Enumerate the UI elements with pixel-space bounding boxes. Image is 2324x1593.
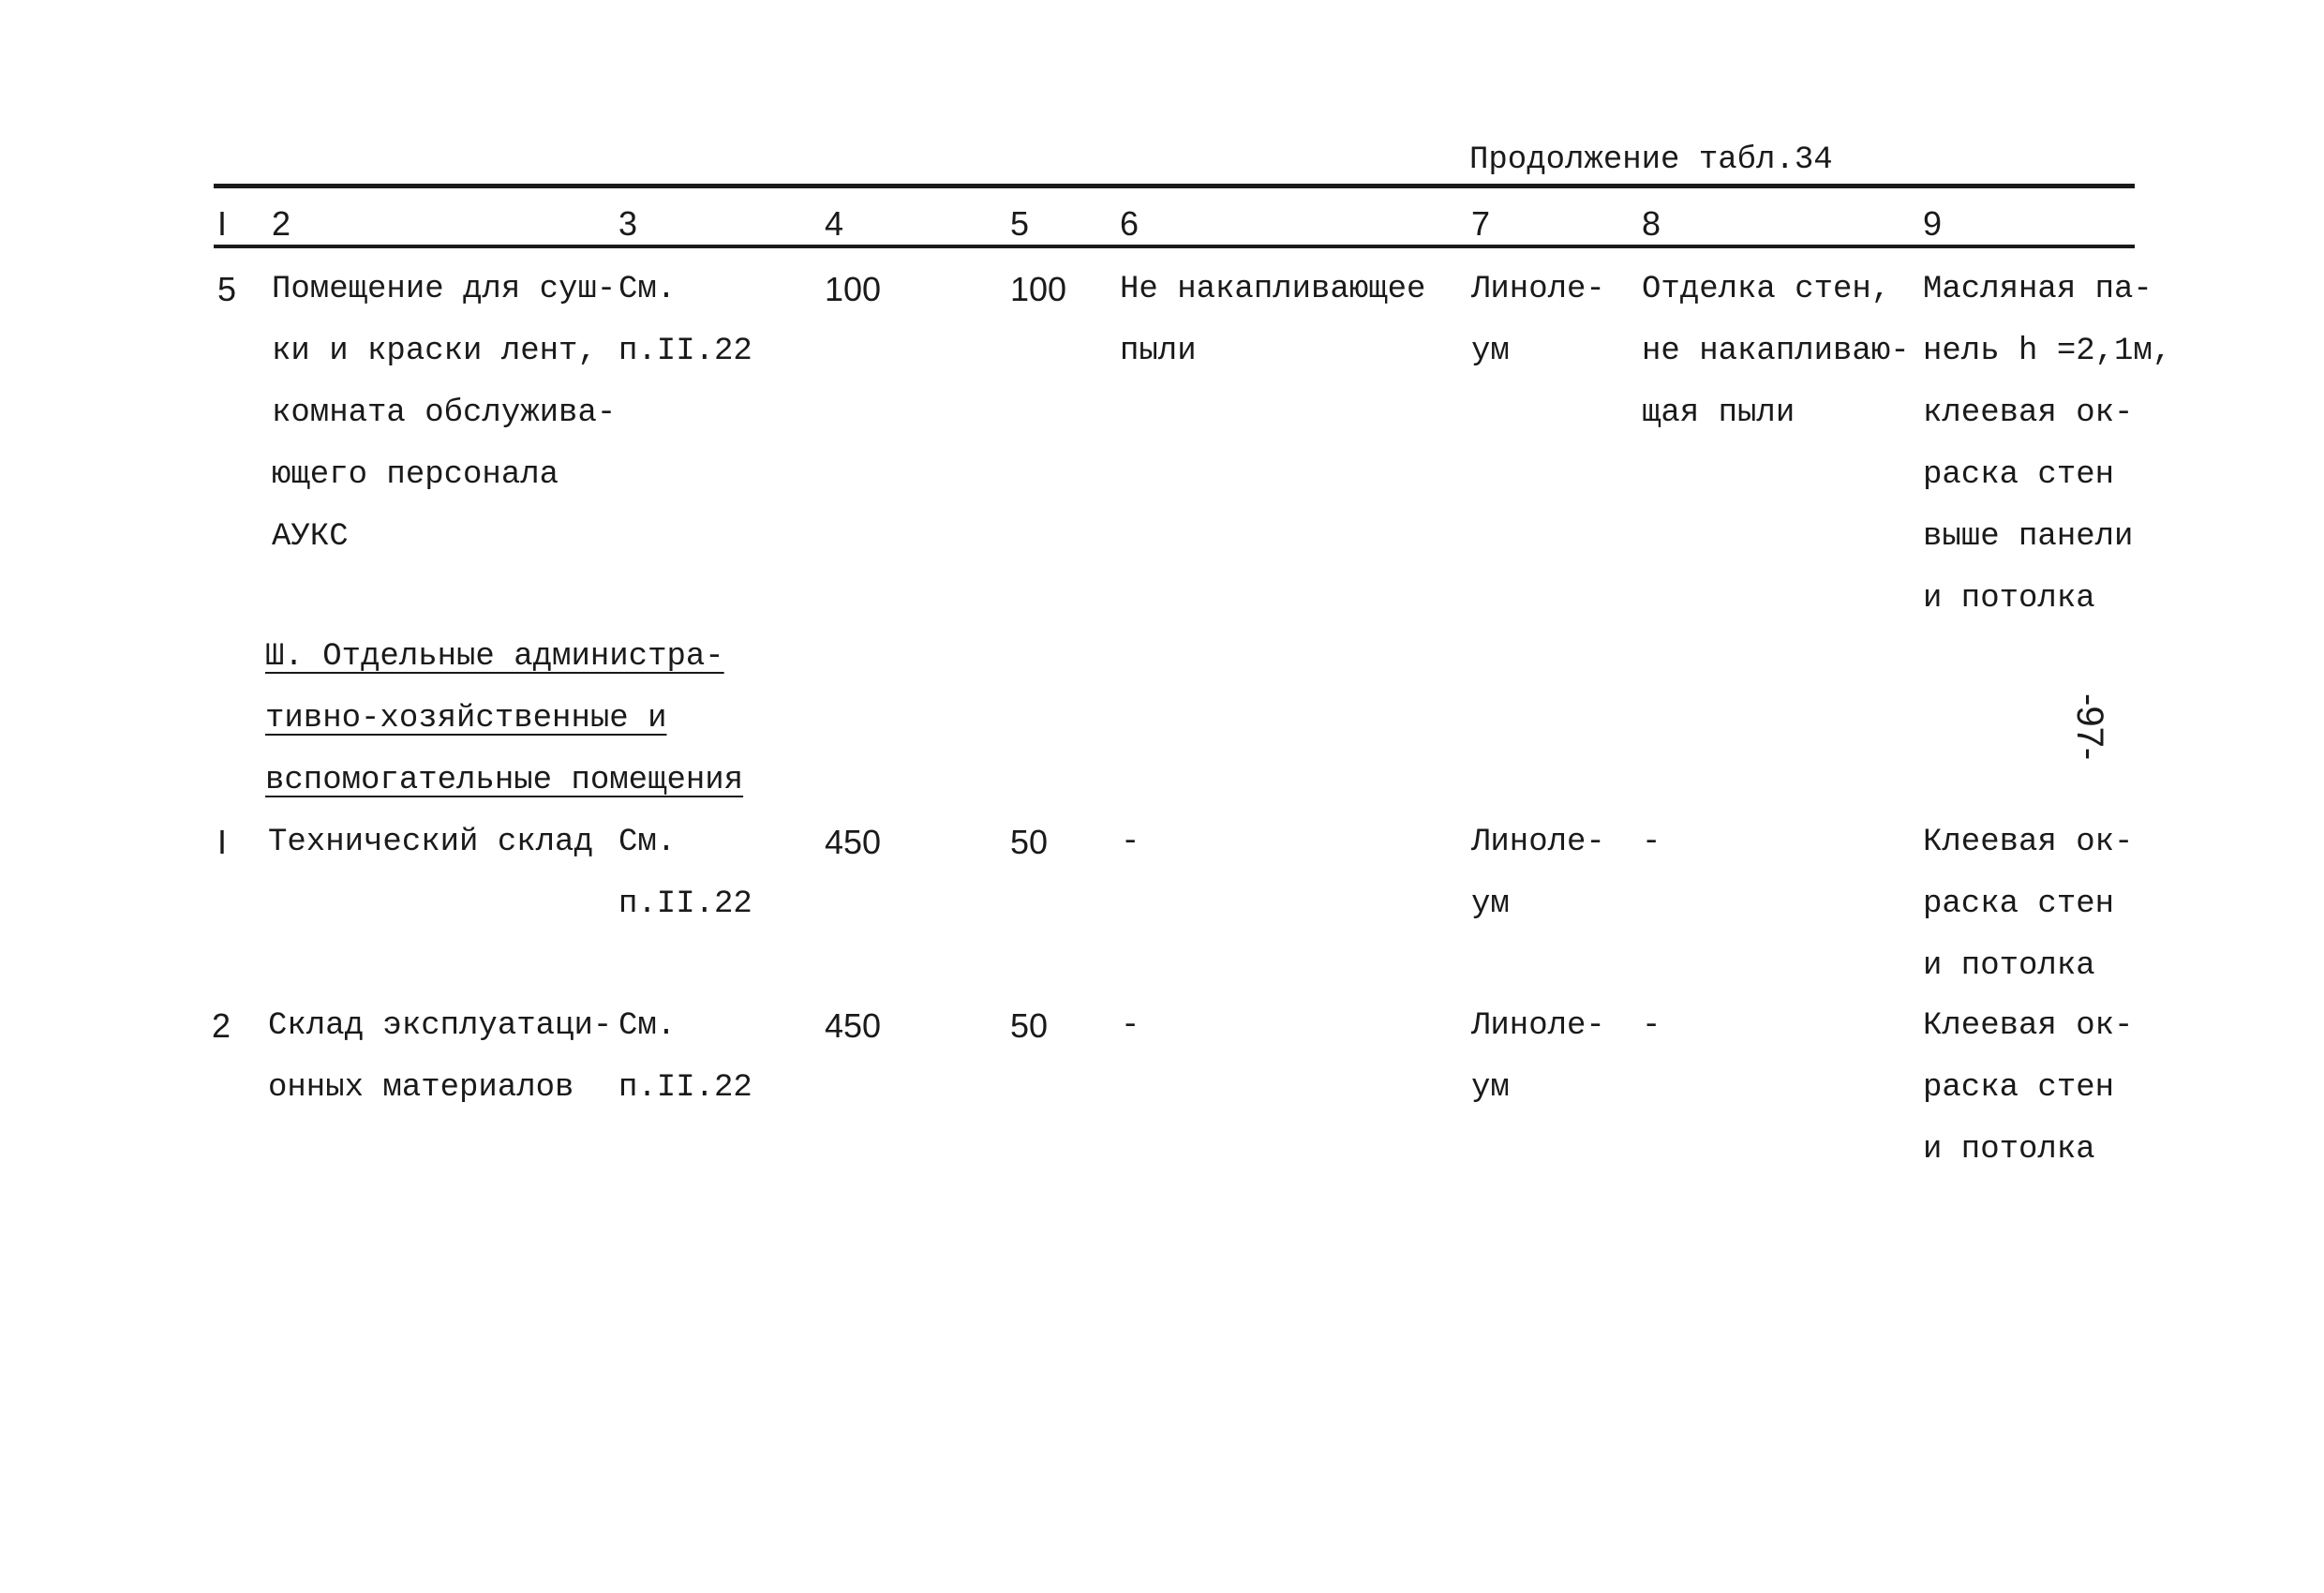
finish-line: Клеевая ок- — [1923, 1008, 2134, 1044]
room-name-line: Технический склад — [268, 825, 593, 860]
column-header-2: 2 — [272, 204, 291, 243]
table-continuation-caption: Продолжение табл.34 — [1469, 142, 1833, 178]
section-heading — [265, 626, 743, 811]
floor-line: Линоле- — [1471, 272, 1605, 307]
column-5-value: 50 — [1010, 823, 1049, 861]
row-number: 5 — [217, 270, 237, 308]
floor-line: Линоле- — [1471, 1008, 1605, 1044]
reference-line: п.II.22 — [618, 334, 752, 369]
column-6-line: - — [1121, 825, 1140, 860]
row-number: 2 — [212, 1006, 231, 1045]
finish-line: и потолка — [1923, 1132, 2095, 1168]
column-header-3: 3 — [618, 204, 638, 243]
column-header-5: 5 — [1010, 204, 1030, 243]
reference-line: См. — [618, 825, 677, 860]
column-6-line: пыли — [1120, 334, 1197, 369]
floor-cell — [1471, 259, 1605, 382]
room-name-line: комната обслужива- — [272, 395, 617, 431]
room-name-cell — [272, 259, 616, 568]
walls-line: - — [1642, 1008, 1661, 1044]
page-number: -97- — [2069, 693, 2110, 761]
finish-line: Масляная па- — [1923, 272, 2153, 307]
column-6-cell — [1121, 995, 1140, 1057]
column-header-7: 7 — [1471, 204, 1491, 243]
column-4-value: 100 — [825, 270, 882, 308]
reference-cell — [618, 259, 752, 382]
table-header-rule — [214, 245, 2135, 248]
reference-line: п.II.22 — [618, 886, 752, 922]
walls-line: не накапливаю- — [1642, 334, 1910, 369]
finish-line: нель h =2,1м, — [1923, 334, 2172, 369]
floor-line: Линоле- — [1471, 825, 1605, 860]
column-header-1: I — [217, 204, 228, 243]
section-heading-line: Ш. Отдельные администра- — [265, 639, 724, 675]
finish-line: и потолка — [1923, 948, 2095, 984]
floor-line: ум — [1471, 334, 1510, 369]
finish-line: Клеевая ок- — [1923, 825, 2134, 860]
column-5-value: 50 — [1010, 1006, 1049, 1045]
room-name-cell — [268, 811, 593, 873]
column-header-4: 4 — [825, 204, 844, 243]
room-name-line: онных материалов — [268, 1070, 574, 1106]
column-6-cell — [1120, 259, 1425, 382]
room-name-line: АУКС — [272, 519, 349, 555]
finish-cell — [1923, 811, 2133, 997]
walls-line: щая пыли — [1642, 395, 1795, 431]
finish-line: раска стен — [1923, 457, 2115, 493]
section-heading-line: вспомогательные помещения — [265, 763, 744, 798]
column-header-6: 6 — [1120, 204, 1140, 243]
reference-line: См. — [618, 1008, 677, 1044]
floor-cell — [1471, 811, 1605, 935]
finish-line: выше панели — [1923, 519, 2134, 555]
finish-cell — [1923, 995, 2133, 1181]
reference-cell — [618, 995, 752, 1119]
column-6-line: - — [1121, 1008, 1140, 1044]
row-number: I — [217, 823, 228, 861]
column-6-line: Не накапливающее — [1120, 272, 1426, 307]
section-heading-line: тивно-хозяйственные и — [265, 701, 667, 737]
column-6-cell — [1121, 811, 1140, 873]
column-header-9: 9 — [1923, 204, 1943, 243]
reference-line: См. — [618, 272, 677, 307]
table-top-rule — [214, 184, 2135, 188]
finish-line: раска стен — [1923, 1070, 2115, 1106]
column-4-value: 450 — [825, 1006, 882, 1045]
walls-line: - — [1642, 825, 1661, 860]
walls-line: Отделка стен, — [1642, 272, 1891, 307]
room-name-line: Помещение для суш- — [272, 272, 617, 307]
column-header-8: 8 — [1642, 204, 1661, 243]
finish-line: и потолка — [1923, 581, 2095, 617]
room-name-line: ющего персонала — [272, 457, 559, 493]
finish-cell — [1923, 259, 2171, 630]
reference-line: п.II.22 — [618, 1070, 752, 1106]
column-5-value: 100 — [1010, 270, 1067, 308]
room-name-cell — [268, 995, 612, 1119]
room-name-line: ки и краски лент, — [272, 334, 597, 369]
floor-line: ум — [1471, 1070, 1510, 1106]
finish-line: клеевая ок- — [1923, 395, 2134, 431]
finish-line: раска стен — [1923, 886, 2115, 922]
reference-cell — [618, 811, 752, 935]
walls-cell — [1642, 259, 1910, 444]
walls-cell — [1642, 995, 1661, 1057]
column-4-value: 450 — [825, 823, 882, 861]
floor-line: ум — [1471, 886, 1510, 922]
walls-cell — [1642, 811, 1661, 873]
floor-cell — [1471, 995, 1605, 1119]
room-name-line: Склад эксплуатаци- — [268, 1008, 613, 1044]
